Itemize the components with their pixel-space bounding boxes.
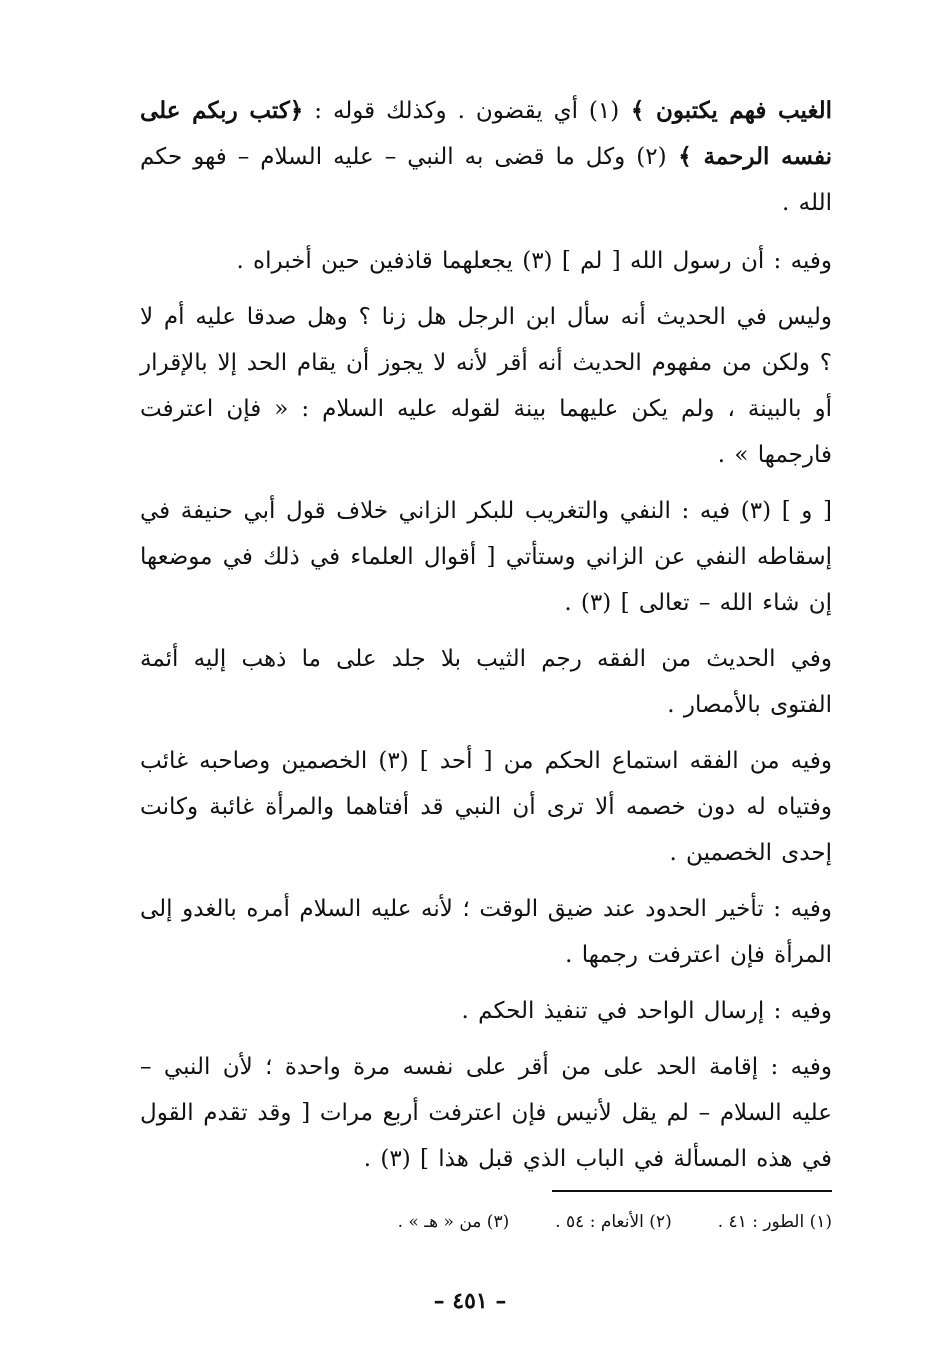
paragraph-1 bbox=[140, 88, 832, 226]
quran-quote-2: ﴿كتب ربكم على نفسه الرحمة ﴾ bbox=[140, 97, 832, 170]
text-segment: (١) أي يقضون . وكذلك قوله : bbox=[303, 98, 620, 124]
paragraph-5: وفي الحديث من الفقه رجم الثيب بلا جلد على ما ذهب إليه أئمة الفتوى بالأمصار . bbox=[140, 646, 832, 718]
quran-quote-1: الغيب فهم يكتبون ﴾ bbox=[619, 97, 832, 124]
paragraph-2: وفيه : أن رسول الله [ لم ] (٣) يجعلهما قاذفين حين أخبراه . bbox=[236, 248, 832, 274]
page-number: – ٤٥١ – bbox=[433, 1288, 507, 1314]
main-text bbox=[140, 88, 832, 1192]
paragraph-7: وفيه : تأخير الحدود عند ضيق الوقت ؛ لأنه عليه السلام أمره بالغدو إلى المرأة فإن اعترفت رجمها . bbox=[140, 896, 832, 968]
paragraph-8: وفيه : إرسال الواحد في تنفيذ الحكم . bbox=[461, 998, 832, 1024]
text-segment: (٢) وكل ما قضى به النبي – عليه السلام – فهو حكم الله . bbox=[140, 144, 832, 216]
paragraph-9: وفيه : إقامة الحد على من أقر على نفسه مرة واحدة ؛ لأن النبي – عليه السلام – لم يقل لأنيس فإن اعترفت أربع مرات [ وقد تقدم القول في هذه المسألة في الباب الذي قبل هذا ] (٣) . bbox=[140, 1054, 832, 1172]
paragraph-6: وفيه من الفقه استماع الحكم من [ أحد ] (٣) الخصمين وصاحبه غائب وفتياه له دون خصمه ألا ترى أن النبي قد أفتاهما والمرأة غائبة وكانت إحدى الخصمين . bbox=[140, 748, 833, 866]
paragraph-4: [ و ] (٣) فيه : النفي والتغريب للبكر الزاني خلاف قول أبي حنيفة في إسقاطه النفي عن الزاني وستأتي [ أقوال العلماء في ذلك في موضعها إن شاء الله – تعالى ] (٣) . bbox=[140, 498, 832, 616]
footnote-1: (١) الطور : ٤١ . bbox=[717, 1212, 832, 1232]
footnotes bbox=[220, 1208, 832, 1236]
footnote-divider bbox=[552, 1190, 832, 1192]
footnote-2: (٢) الأنعام : ٥٤ . bbox=[555, 1212, 672, 1232]
paragraph-3: وليس في الحديث أنه سأل ابن الرجل هل زنا ؟ وهل صدقا عليه أم لا ؟ ولكن من مفهوم الحديث أنه أقر لأنه لا يجوز أن يقام الحد إلا بالإقرار أو بالبينة ، ولم يكن عليهما بينة لقوله عليه السلام : « فإن اعترفت فارجمها » . bbox=[140, 304, 832, 468]
footnote-3: (٣) من « هـ » . bbox=[397, 1212, 510, 1232]
